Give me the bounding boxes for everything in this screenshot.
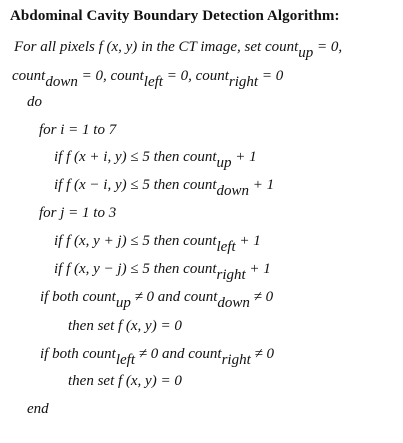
line-text: ≠ 0 and count <box>135 346 222 362</box>
line-subscript: right <box>228 74 259 90</box>
line-subscript: left <box>143 74 163 90</box>
line-subscript: up <box>298 45 314 61</box>
line-math: f (x, y) <box>98 39 138 55</box>
algorithm-line-12 <box>40 345 274 368</box>
line-text: + 1 <box>249 177 275 193</box>
line-text: + 1 <box>245 261 271 277</box>
line-subscript: down <box>216 183 249 199</box>
line-text: if both count <box>40 289 116 305</box>
algorithm-line-13: then set f (x, y) = 0 <box>68 373 182 389</box>
line-text: = 0, <box>313 39 343 55</box>
algorithm-line-8 <box>54 232 261 255</box>
line-subscript: right <box>221 352 251 368</box>
line-subscript: up <box>216 155 232 171</box>
algorithm-line-6 <box>54 176 275 199</box>
algorithm-line-5 <box>54 148 257 171</box>
line-text: ≠ 0 <box>249 289 274 305</box>
algorithm-line-3: do <box>27 94 42 110</box>
line-text: ≠ 0 and count <box>130 289 218 305</box>
line-text: = 0, count <box>162 68 229 84</box>
line-text: = 0 <box>258 68 284 84</box>
algorithm-line-9 <box>54 260 271 283</box>
algorithm-line-1 <box>14 38 343 61</box>
line-subscript: down <box>217 295 250 311</box>
line-subscript: left <box>216 239 236 255</box>
line-text: ≠ 0 <box>250 346 274 362</box>
line-subscript: up <box>115 295 131 311</box>
line-text: + 1 <box>235 233 261 249</box>
line-text: if both count <box>40 346 116 362</box>
algorithm-line-2 <box>12 67 284 90</box>
algorithm-line-4: for i = 1 to 7 <box>39 122 117 138</box>
line-subscript: down <box>45 74 78 90</box>
line-text: For all pixels <box>14 39 99 55</box>
line-text: if f (x, y − j) ≤ 5 then count <box>54 261 217 277</box>
line-text: if f (x − i, y) ≤ 5 then count <box>54 177 217 193</box>
line-text: count <box>12 68 46 84</box>
line-text: if f (x + i, y) ≤ 5 then count <box>54 149 217 165</box>
algorithm-line-14: end <box>27 401 49 417</box>
line-text: + 1 <box>231 149 257 165</box>
line-text: in the CT image, set count <box>137 39 299 55</box>
algorithm-line-10 <box>40 288 274 311</box>
line-text: = 0, count <box>77 68 144 84</box>
line-subscript: right <box>216 267 246 283</box>
algorithm-title: Abdominal Cavity Boundary Detection Algorithm: <box>10 8 340 24</box>
algorithm-line-11: then set f (x, y) = 0 <box>68 318 182 334</box>
line-subscript: left <box>115 352 135 368</box>
line-text: if f (x, y + j) ≤ 5 then count <box>54 233 217 249</box>
algorithm-line-7: for j = 1 to 3 <box>39 205 117 221</box>
